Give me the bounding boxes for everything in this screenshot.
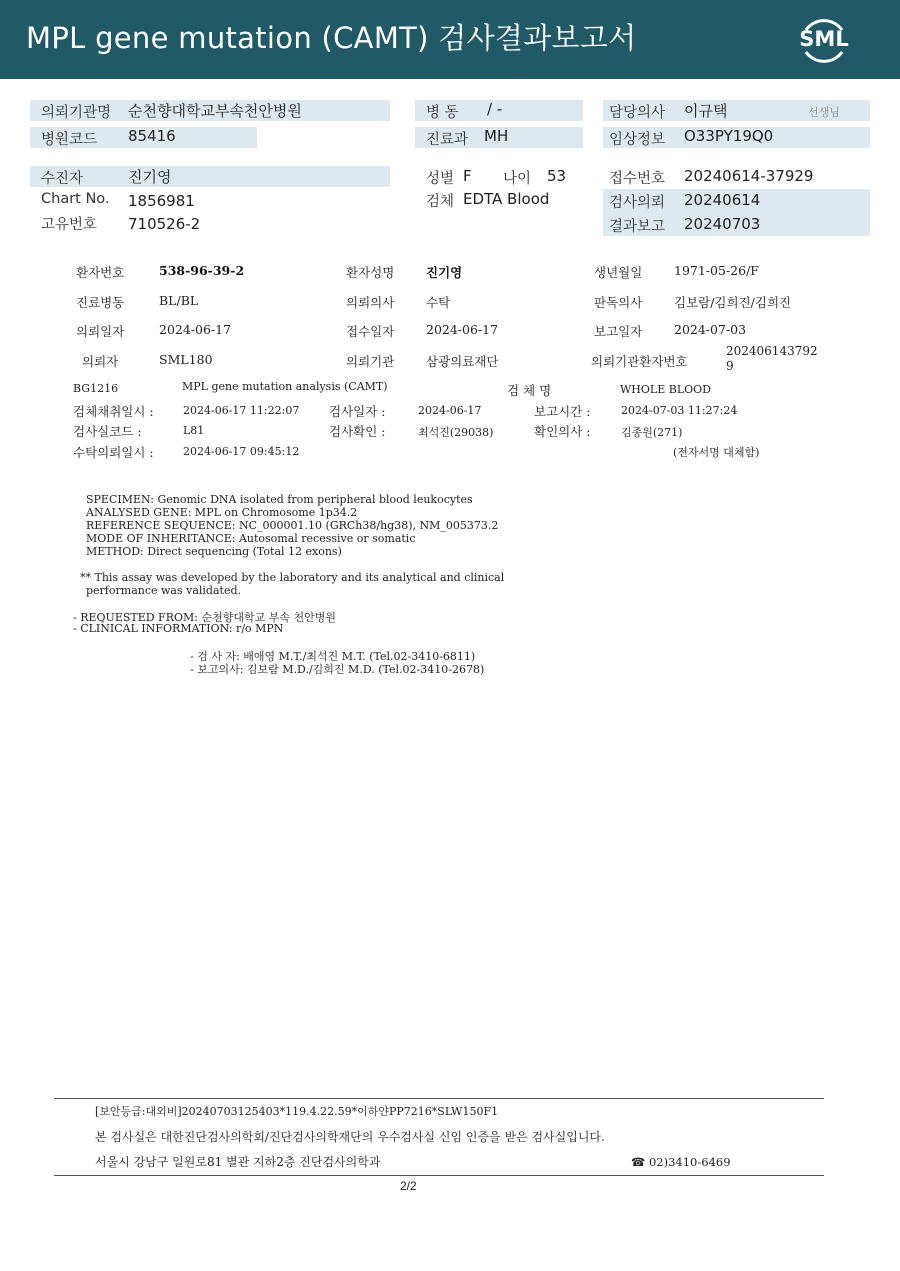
doctor-value: 이규택	[684, 102, 728, 120]
test-code: BG1216	[73, 382, 119, 395]
patient-table-label: 의뢰일자	[76, 324, 125, 339]
report-line: METHOD: Direct sequencing (Total 12 exons)	[86, 545, 342, 558]
clinical-info-value: O33PY19Q0	[684, 127, 774, 145]
footer-bottom-rule	[54, 1175, 824, 1176]
signature-note: (전자서명 대체함)	[673, 446, 760, 459]
patient-table-value: 2024-07-03	[674, 322, 747, 337]
chart-no-label: Chart No.	[41, 191, 110, 207]
clinical-information: - CLINICAL INFORMATION: r/o MPN	[73, 622, 284, 635]
patient-table-value: BL/BL	[159, 293, 199, 308]
unique-no-label: 고유번호	[41, 217, 98, 233]
patient-table-label: 진료병동	[76, 295, 125, 310]
report-line: REFERENCE SEQUENCE: NC_000001.10 (GRCh38/hg38), NM_005373.2	[86, 519, 499, 532]
patient-table-label: 판독의사	[594, 295, 643, 310]
patient-table-value: 2024-06-17	[426, 322, 499, 337]
test-info-value: 김종원(271)	[621, 426, 683, 439]
sml-logo-text: SML	[799, 27, 849, 51]
specimen-name-value: WHOLE BLOOD	[620, 383, 711, 396]
patient-strip	[30, 166, 390, 187]
security-line: [보안등급:대외비]20240703125403*119.4.22.59*이하얀PP7216*SLW150F1	[95, 1105, 499, 1118]
report-line: ANALYSED GENE: MPL on Chromosome 1p34.2	[86, 506, 358, 519]
patient-table-label: 환자번호	[76, 265, 125, 280]
patient-table-value: 1971-05-26/F	[674, 263, 759, 278]
hospital-code-label: 병원코드	[41, 132, 98, 148]
test-info-label: 검사확인 :	[329, 424, 386, 439]
patient-table-value-continued: 9	[726, 359, 734, 373]
requesting-institution-value: 순천향대학교부속천안병원	[128, 102, 302, 120]
request-datetime-value: 2024-06-17 09:45:12	[183, 445, 300, 458]
report-line: MODE OF INHERITANCE: Autosomal recessive or somatic	[86, 532, 416, 545]
tester-line: - 검 사 자: 배애영 M.T./최석진 M.T. (Tel.02-3410-6811)	[190, 650, 476, 663]
validation-note: ** This assay was developed by the laboratory and its analytical and clinical	[80, 571, 505, 584]
patient-table-value: 김보람/김희진/김희진	[674, 295, 792, 310]
age-label: 나이	[503, 171, 532, 187]
patient-table-label: 보고일자	[594, 324, 643, 339]
report-title: MPL gene mutation (CAMT) 검사결과보고서	[26, 21, 637, 55]
patient-table-label: 접수일자	[346, 324, 395, 339]
validation-note-continued: performance was validated.	[86, 584, 241, 597]
test-info-value: 2024-07-03 11:27:24	[621, 404, 738, 417]
test-info-label: 확인의사 :	[534, 424, 591, 439]
clinical-info-label: 임상정보	[609, 132, 666, 148]
patient-table-label: 의뢰자	[82, 354, 119, 369]
patient-table-value: 수탁	[426, 295, 451, 310]
unique-no-value: 710526-2	[128, 215, 201, 233]
doctor-suffix: 선생님	[808, 106, 840, 119]
report-line: SPECIMEN: Genomic DNA isolated from peripheral blood leukocytes	[86, 493, 473, 506]
patient-table-label: 환자성명	[346, 265, 395, 280]
patient-table-label: 생년월일	[594, 265, 643, 280]
patient-label: 수진자	[41, 171, 84, 187]
result-report-value: 20240703	[684, 215, 761, 233]
test-info-value: L81	[183, 424, 205, 437]
patient-table-label: 의뢰의사	[346, 295, 395, 310]
patient-table-value: 삼광의료재단	[426, 354, 499, 369]
footer-top-rule	[54, 1098, 824, 1099]
patient-table-value: 202406143792	[726, 344, 818, 358]
test-info-value: 2024-06-17 11:22:07	[183, 404, 300, 417]
sex-label: 성별	[426, 171, 455, 187]
reporter-line: - 보고의사: 김보람 M.D./김희진 M.D. (Tel.02-3410-2678)	[190, 663, 485, 676]
sml-logo	[796, 14, 852, 66]
department-label: 진료과	[426, 132, 469, 148]
doctor-label: 담당의사	[609, 105, 666, 121]
patient-table-value: 2024-06-17	[159, 322, 232, 337]
test-info-label: 보고시간 :	[534, 404, 591, 419]
page-number: 2/2	[400, 1179, 417, 1193]
sex-value: F	[463, 167, 472, 185]
ward-value: / -	[487, 100, 503, 118]
patient-table-value: SML180	[159, 352, 213, 367]
patient-table-value: 538-96-39-2	[159, 263, 245, 278]
patient-table-label: 의뢰기관	[346, 354, 395, 369]
patient-table-label: 의뢰기관환자번호	[591, 354, 688, 369]
hospital-code-value: 85416	[128, 127, 176, 145]
receipt-no-value: 20240614-37929	[684, 167, 814, 185]
specimen-value: EDTA Blood	[463, 190, 550, 208]
address-line: 서울시 강남구 일원로81 별관 지하2층 진단검사의학과	[95, 1155, 381, 1169]
department-value: MH	[484, 127, 509, 145]
test-info-value: 2024-06-17	[418, 404, 482, 417]
test-name: MPL gene mutation analysis (CAMT)	[182, 380, 388, 393]
result-report-label: 결과보고	[609, 219, 666, 235]
patient-table-value: 진기영	[426, 265, 463, 280]
certification-line: 본 검사실은 대한진단검사의학회/진단검사의학재단의 우수검사실 신임 인증을 받은 검사실입니다.	[95, 1130, 605, 1144]
report-header	[0, 0, 900, 79]
test-info-value: 최석진(29038)	[418, 426, 494, 439]
requested-from: - REQUESTED FROM: 순천향대학교 부속 천안병원	[73, 611, 336, 624]
chart-no-value: 1856981	[128, 192, 195, 210]
specimen-name-label: 검 체 명	[507, 383, 552, 398]
test-request-label: 검사의뢰	[609, 195, 666, 211]
test-request-value: 20240614	[684, 191, 761, 209]
requesting-institution-label: 의뢰기관명	[41, 105, 112, 121]
phone-line: ☎ 02)3410-6469	[631, 1155, 731, 1169]
patient-value: 진기영	[128, 168, 172, 186]
test-info-label: 검사실코드 :	[73, 424, 142, 439]
specimen-label: 검체	[426, 194, 455, 210]
ward-label: 병 동	[426, 105, 459, 121]
receipt-no-label: 접수번호	[609, 171, 666, 187]
age-value: 53	[547, 167, 567, 185]
request-datetime-label: 수탁의뢰일시 :	[73, 445, 154, 460]
test-info-label: 검사일자 :	[329, 404, 386, 419]
test-info-label: 검체채취일시 :	[73, 404, 154, 419]
